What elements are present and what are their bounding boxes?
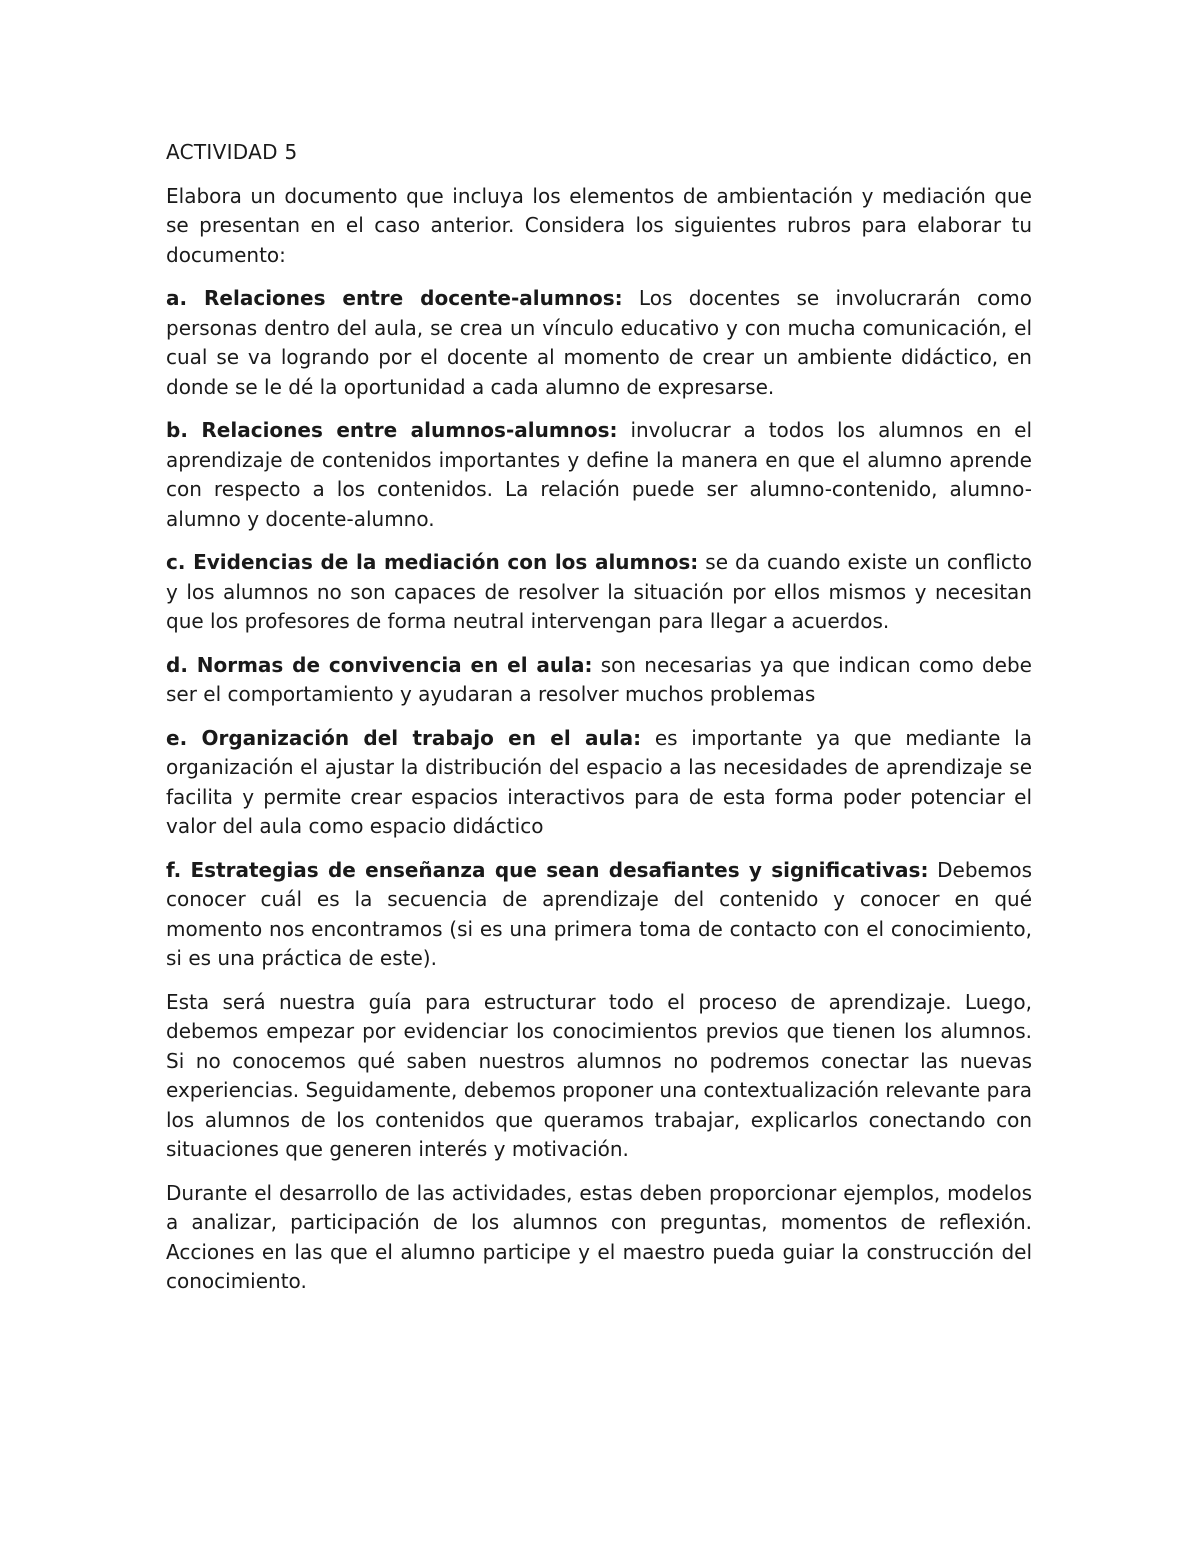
closing-paragraph-2: Durante el desarrollo de las actividades, estas deben proporcionar ejemplos, modelos a analizar, participación de los alumnos con preguntas, momentos de reflexión. Acciones en las que el alumno participe y el maestro pueda guiar la construcción del conocimiento. (166, 1180, 1032, 1293)
item-d (166, 651, 1032, 710)
item-a (166, 284, 1032, 402)
document-page (166, 138, 1032, 1311)
item-b-label: b. Relaciones entre alumnos-alumnos: (166, 418, 618, 442)
item-e (166, 724, 1032, 842)
item-e-text: es importante ya que mediante la organización el ajustar la distribución del espacio a las necesidades de aprendizaje se facilita y permite crear espacios interactivos para de esta forma poder potenciar el valor del aula como espacio didáctico (166, 725, 1032, 838)
item-b-text: involucrar a todos los alumnos en el aprendizaje de contenidos importantes y define la manera en que el alumno aprende con respecto a los contenidos. La relación puede ser alumno-contenido, alumno-alumno y docente-alumno. (166, 418, 1032, 531)
item-b (166, 416, 1032, 534)
item-c-text: se da cuando existe un conflicto y los alumnos no son capaces de resolver la situación por ellos mismos y necesitan que los profesores de forma neutral intervengan para llegar a acuerdos. (166, 550, 1032, 633)
item-f-text: Debemos conocer cuál es la secuencia de aprendizaje del contenido y conocer en qué momento nos encontramos (si es una primera toma de contacto con el conocimiento, si es una práctica de este). (166, 857, 1033, 970)
item-e-label: e. Organización del trabajo en el aula: (166, 725, 642, 750)
item-c (166, 548, 1032, 637)
item-f (166, 856, 1032, 974)
item-d-text: son necesarias ya que indican como debe ser el comportamiento y ayudaran a resolver muchos problemas (166, 652, 1032, 706)
item-f-label: f. Estrategias de enseñanza que sean desafiantes y significativas: (166, 857, 929, 882)
item-a-text: Los docentes se involucrarán como personas dentro del aula, se crea un vínculo educativo y con mucha comunicación, el cual se va logrando por el docente al momento de crear un ambiente didáctico, en donde se le dé la oportunidad a cada alumno de expresarse. (166, 286, 1032, 399)
item-a-label: a. Relaciones entre docente-alumnos: (166, 286, 623, 310)
intro-paragraph: Elabora un documento que incluya los elementos de ambientación y mediación que se presentan en el caso anterior. Considera los siguientes rubros para elaborar tu documento: (166, 183, 1032, 267)
document-title: ACTIVIDAD 5 (166, 140, 298, 164)
item-d-label: d. Normas de convivencia en el aula: (166, 652, 593, 677)
item-c-label: c. Evidencias de la mediación con los alumnos: (166, 550, 699, 574)
closing-paragraph-1: Esta será nuestra guía para estructurar todo el proceso de aprendizaje. Luego, debemos empezar por evidenciar los conocimientos previos que tienen los alumnos. Si no conocemos qué saben nuestros alumnos no podremos conectar las nuevas experiencias. Seguidamente, debemos proponer una contextualización relevante para los alumnos de los contenidos que queramos trabajar, explicarlos conectando con situaciones que generen interés y motivación. (166, 989, 1033, 1161)
